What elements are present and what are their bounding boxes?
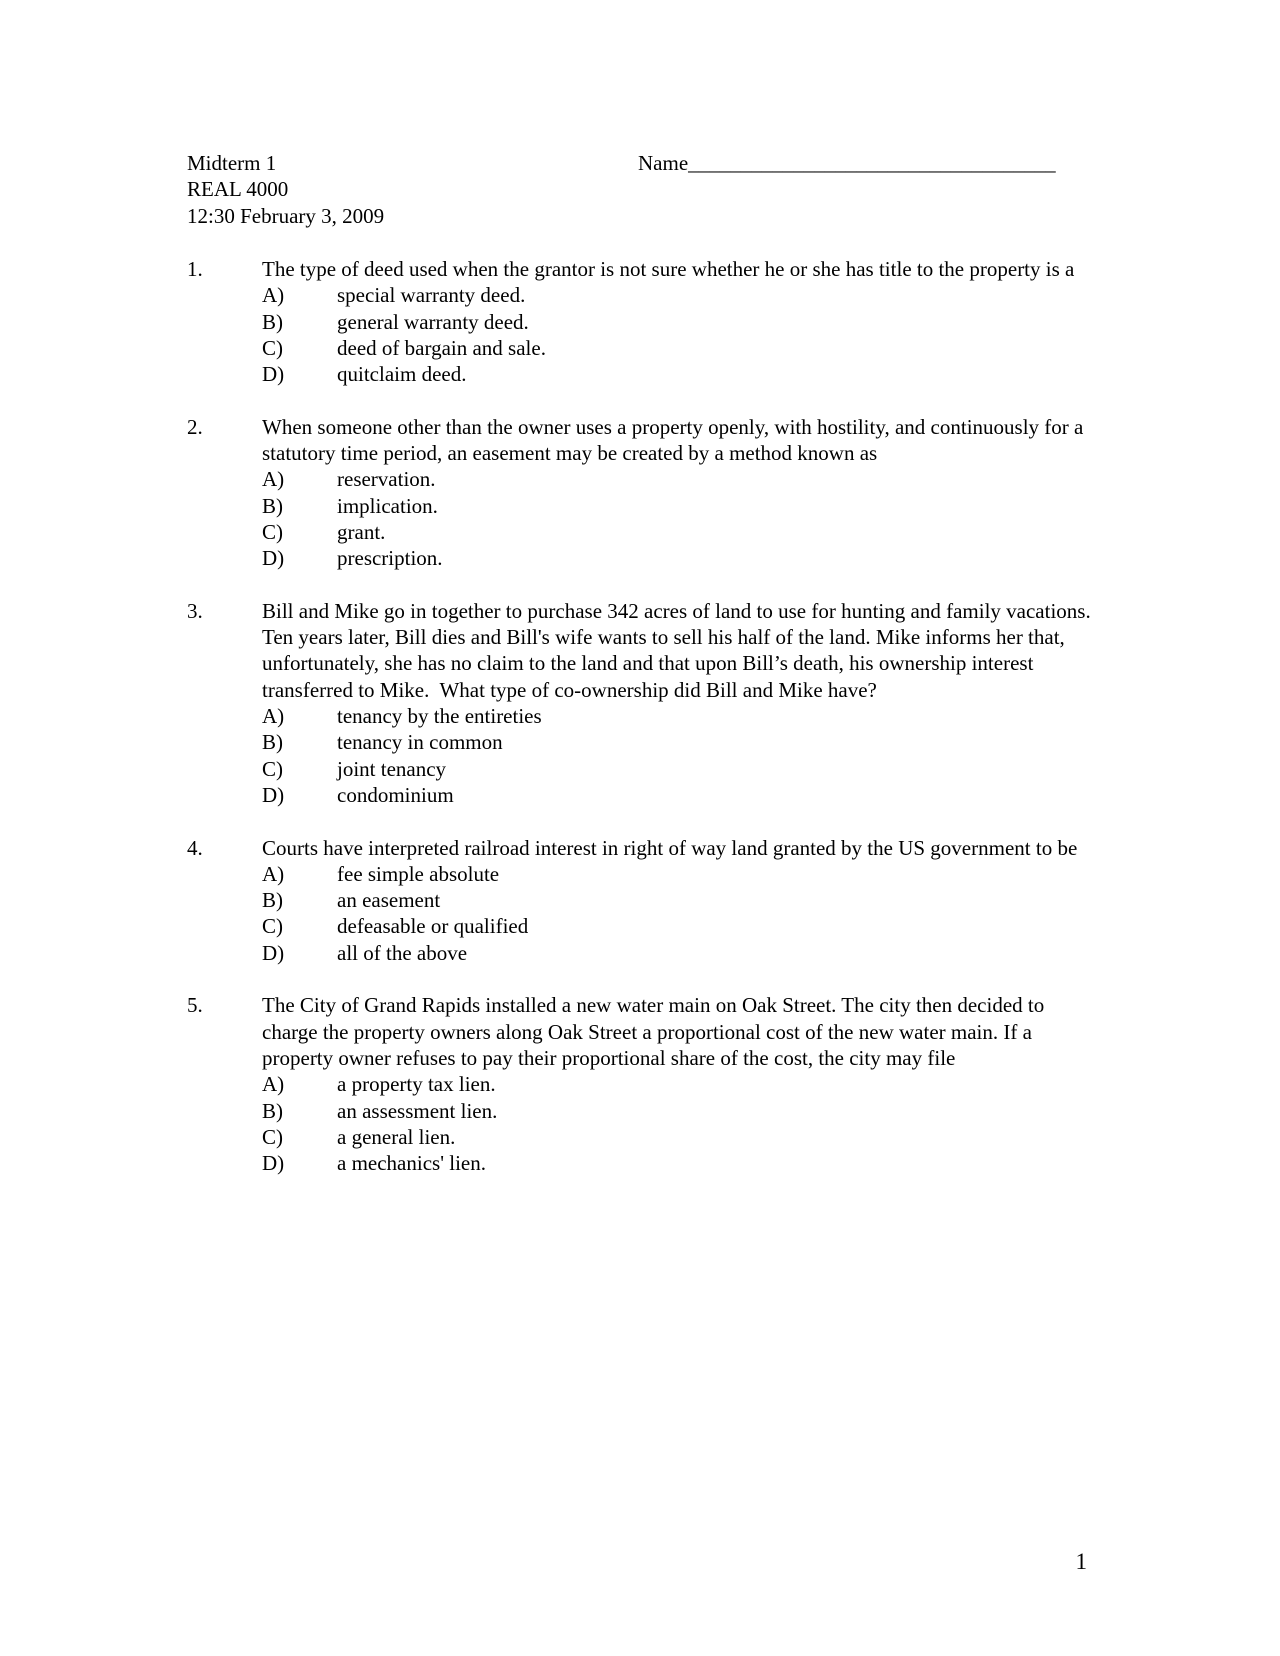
answer-option-c[interactable]	[262, 335, 1097, 361]
option-text: an assessment lien.	[337, 1098, 498, 1123]
option-text: tenancy in common	[337, 730, 503, 755]
option-text: deed of bargain and sale.	[337, 335, 546, 360]
answer-option-d[interactable]	[262, 361, 1097, 387]
question-text: Courts have interpreted railroad interest in right of way land granted by the US government to be	[262, 835, 1078, 860]
option-text: a mechanics' lien.	[337, 1151, 486, 1176]
option-text: reservation.	[337, 467, 436, 492]
answer-option-c[interactable]	[262, 519, 1097, 545]
question-2	[187, 414, 1097, 572]
option-letter: C)	[262, 335, 283, 360]
option-text: joint tenancy	[337, 756, 447, 781]
exam-title: Midterm 1	[187, 151, 277, 175]
option-letter: D)	[262, 940, 285, 965]
option-text: special warranty deed.	[337, 283, 526, 308]
answer-option-c[interactable]	[262, 756, 1097, 782]
question-text: Bill and Mike go in together to purchase 342 acres of land to use for hunting and family vacations. Ten years later, Bill dies and Bill's wife wants to sell his half of the land. Mike informs her that, unfortunately, she has no claim to the land and that upon Bill’s death, his ownership interest transferred to Mike. What type of co-ownership did Bill and Mike have?	[262, 598, 1101, 702]
answer-option-a[interactable]	[262, 861, 1097, 887]
answer-option-d[interactable]	[262, 782, 1097, 808]
option-text: defeasable or qualified	[337, 914, 529, 939]
question-3	[187, 598, 1101, 808]
answer-option-b[interactable]	[262, 887, 1097, 913]
question-1	[187, 256, 1097, 387]
option-text: grant.	[337, 519, 386, 544]
option-text: implication.	[337, 493, 438, 518]
course-code: REAL 4000	[187, 177, 289, 202]
question-text: The City of Grand Rapids installed a new water main on Oak Street. The city then decided to charge the property owners along Oak Street a proportional cost of the new water main. If a property owner refuses to pay their proportional share of the cost, the city may file	[262, 993, 1050, 1070]
question-4	[187, 835, 1097, 966]
answer-option-d[interactable]	[262, 1150, 1097, 1176]
answer-option-b[interactable]	[262, 493, 1097, 519]
question-number: 4.	[187, 835, 203, 860]
answer-option-c[interactable]	[262, 1124, 1097, 1150]
option-letter: A)	[262, 1072, 285, 1097]
answer-option-d[interactable]	[262, 545, 1097, 571]
option-text: a general lien.	[337, 1124, 456, 1149]
option-letter: B)	[262, 730, 283, 755]
option-text: a property tax lien.	[337, 1072, 496, 1097]
option-letter: D)	[262, 1151, 285, 1176]
student-name-field[interactable]: Name___________________________________	[638, 151, 1056, 175]
option-letter: D)	[262, 362, 285, 387]
option-letter: C)	[262, 1124, 283, 1149]
option-letter: A)	[262, 283, 285, 308]
option-text: tenancy by the entireties	[337, 704, 542, 729]
option-letter: B)	[262, 888, 283, 913]
question-number: 2.	[187, 414, 203, 439]
answer-option-b[interactable]	[262, 1098, 1097, 1124]
option-letter: A)	[262, 467, 285, 492]
answer-option-a[interactable]	[262, 282, 1097, 308]
option-letter: A)	[262, 704, 285, 729]
question-text: The type of deed used when the grantor is not sure whether he or she has title to the property is a	[262, 257, 1075, 281]
answer-option-d[interactable]	[262, 940, 1097, 966]
answer-option-a[interactable]	[262, 703, 1097, 729]
option-letter: D)	[262, 782, 285, 807]
answer-option-c[interactable]	[262, 913, 1097, 939]
answer-option-b[interactable]	[262, 729, 1097, 755]
option-letter: C)	[262, 756, 283, 781]
answer-option-a[interactable]	[262, 466, 1097, 492]
question-5	[187, 992, 1097, 1176]
option-text: condominium	[337, 782, 454, 807]
option-text: general warranty deed.	[337, 309, 529, 334]
option-text: fee simple absolute	[337, 861, 500, 886]
option-text: quitclaim deed.	[337, 362, 467, 387]
option-letter: B)	[262, 493, 283, 518]
option-letter: B)	[262, 1098, 283, 1123]
question-number: 3.	[187, 598, 203, 623]
option-text: prescription.	[337, 546, 443, 571]
question-number: 1.	[187, 257, 203, 281]
answer-option-b[interactable]	[262, 309, 1097, 335]
option-letter: C)	[262, 519, 283, 544]
exam-datetime: 12:30 February 3, 2009	[187, 203, 385, 228]
option-letter: D)	[262, 546, 285, 571]
exam-header	[187, 150, 1087, 229]
option-letter: C)	[262, 914, 283, 939]
option-text: all of the above	[337, 940, 468, 965]
option-letter: B)	[262, 309, 283, 334]
question-number: 5.	[187, 993, 203, 1018]
page-number: 1	[1075, 1549, 1087, 1574]
answer-option-a[interactable]	[262, 1071, 1097, 1097]
question-text: When someone other than the owner uses a property openly, with hostility, and continuously for a statutory time period, an easement may be created by a method known as	[262, 414, 1089, 466]
option-letter: A)	[262, 861, 285, 886]
question-list	[187, 256, 1101, 1203]
option-text: an easement	[337, 888, 441, 913]
